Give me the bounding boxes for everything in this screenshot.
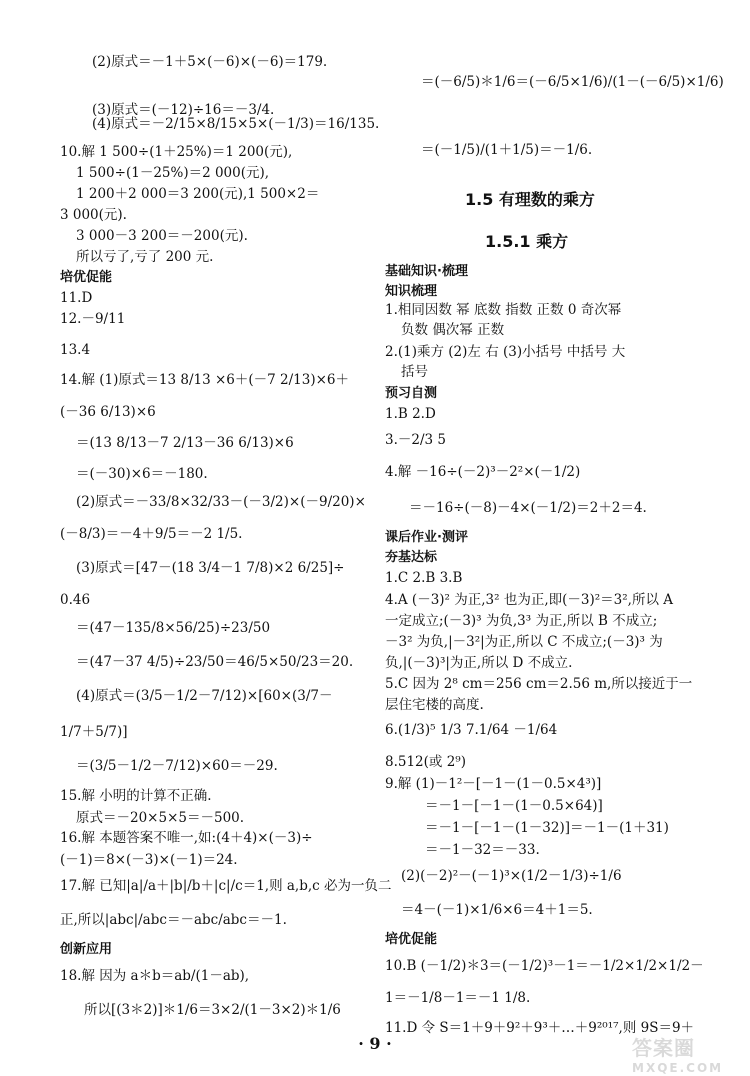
text-line: 3 000(元). (60, 207, 127, 223)
text-line: 正,所以|abc|/abc＝－abc/abc＝－1. (60, 912, 287, 928)
text-line: 18.解 因为 a＊b＝ab/(1－ab), (60, 968, 250, 984)
text-line: 一定成立;(－3)³ 为负,3³ 为正,所以 B 不成立; (385, 613, 658, 629)
text-line: 9.解 (1)－1²－[－1－(1－0.5×4³)] (385, 776, 602, 792)
text-line: (3)原式＝(－12)÷16＝－3/4. (92, 102, 275, 118)
text-line: 0.46 (60, 592, 91, 608)
text-line: 16.解 本题答案不唯一,如:(4＋4)×(－3)÷ (60, 830, 313, 846)
text-line: 所以[(3＊2)]＊1/6＝3×2/(1－3×2)＊1/6 (84, 1002, 341, 1018)
text-line: (2)原式＝－1＋5×(－6)×(－6)＝179. (92, 54, 328, 70)
text-line: 4.A (－3)² 为正,3² 也为正,即(－3)²＝3²,所以 A (385, 592, 673, 608)
text-line: ＝－1－[－1－(1－0.5×64)] (425, 798, 603, 814)
text-line: ＝(－6/5)＊1/6＝(－6/5×1/6)/(1－(－6/5)×1/6) (421, 74, 724, 90)
section-heading: 知识梳理 (385, 284, 438, 299)
text-line: ＝(3/5－1/2－7/12)×60＝－29. (76, 758, 278, 774)
text-line: ＝(－30)×6＝－180. (76, 466, 208, 482)
text-line: 15.解 小明的计算不正确. (60, 788, 212, 804)
text-line: 11.D 令 S＝1＋9＋9²＋9³＋…＋9²⁰¹⁷,则 9S＝9＋ (385, 1020, 695, 1036)
section-heading: 培优促能 (385, 932, 438, 947)
text-line: 负,|(－3)³|为正,所以 D 不成立. (385, 655, 573, 671)
section-heading: 基础知识·梳理 (385, 264, 468, 279)
text-line: 1.B 2.D (385, 406, 436, 422)
text-line: 13.4 (60, 342, 91, 358)
watermark-text: 答案圈 (632, 1036, 695, 1060)
text-line: ＝－1－[－1－(1－32)]＝－1－(1＋31) (425, 820, 669, 836)
section-heading: 夯基达标 (385, 550, 438, 565)
text-line: 1.相同因数 幂 底数 指数 正数 0 奇次幂 (385, 302, 622, 318)
text-line: －3² 为负,|－3²|为正,所以 C 不成立;(－3)³ 为 (385, 634, 663, 650)
text-line: (2)(－2)²－(－1)³×(1/2－1/3)÷1/6 (401, 868, 622, 884)
text-line: (3)原式＝[47－(18 3/4－1 7/8)×2 6/25]÷ (76, 560, 345, 576)
text-line: 14.解 (1)原式＝13 8/13 ×6＋(－7 2/13)×6＋ (60, 372, 349, 388)
text-line: (－1)＝8×(－3)×(－1)＝24. (60, 852, 238, 868)
section-heading: 课后作业·测评 (385, 530, 468, 545)
text-line: 12.－9/11 (60, 311, 126, 327)
text-line: ＝－16÷(－8)－4×(－1/2)＝2＋2＝4. (409, 500, 647, 516)
text-line: ＝(47－135/8×56/25)÷23/50 (76, 620, 271, 636)
text-line: ＝－1－32＝－33. (425, 842, 540, 858)
text-line: 3 000－3 200＝－200(元). (76, 228, 248, 244)
text-line: 3.－2/3 5 (385, 432, 446, 448)
watermark-url: MXQE.COM (632, 1061, 724, 1075)
text-line: 10.解 1 500÷(1＋25%)＝1 200(元), (60, 144, 293, 160)
text-line: 4.解 －16÷(－2)³－2²×(－1/2) (385, 464, 581, 480)
text-line: 所以亏了,亏了 200 元. (76, 249, 214, 265)
text-line: (4)原式＝－2/15×8/15×5×(－1/3)＝16/135. (92, 116, 380, 132)
text-line: 5.C 因为 2⁸ cm＝256 cm＝2.56 m,所以接近于一 (385, 676, 693, 692)
text-line: 原式＝－20×5×5＝－500. (76, 810, 245, 826)
section-title: 1.5 有理数的乘方 (465, 190, 595, 209)
section-heading: 预习自测 (385, 386, 438, 401)
watermark-logo (632, 1032, 742, 1075)
text-line: ＝(47－37 4/5)÷23/50＝46/5×50/23＝20. (76, 654, 354, 670)
text-line: (－36 6/13)×6 (60, 404, 156, 420)
text-line: ＝(－1/5)/(1＋1/5)＝－1/6. (421, 142, 593, 158)
section-title: 1.5.1 乘方 (485, 232, 569, 251)
text-line: 1 500÷(1－25%)＝2 000(元), (76, 165, 270, 181)
text-line: 1 200＋2 000＝3 200(元),1 500×2＝ (76, 186, 320, 202)
text-line: 层住宅楼的高度. (385, 697, 484, 713)
text-line: (－8/3)＝－4＋9/5＝－2 1/5. (60, 526, 243, 542)
text-line: 括号 (401, 364, 428, 380)
text-line: ＝4－(－1)×1/6×6＝4＋1＝5. (401, 902, 593, 918)
text-line: (4)原式＝(3/5－1/2－7/12)×[60×(3/7－ (76, 688, 333, 704)
text-line: 1＝－1/8－1＝－1 1/8. (385, 990, 531, 1006)
text-line: 10.B (－1/2)＊3＝(－1/2)³－1＝－1/2×1/2×1/2－ (385, 958, 704, 974)
text-line: (2)原式＝－33/8×32/33－(－3/2)×(－9/20)× (76, 494, 366, 510)
text-line: 负数 偶次幂 正数 (401, 322, 505, 338)
section-heading: 培优促能 (60, 270, 113, 285)
text-line: 1.C 2.B 3.B (385, 570, 463, 586)
text-line: 6.(1/3)⁵ 1/3 7.1/64 －1/64 (385, 722, 558, 738)
text-line: 1/7＋5/7)] (60, 724, 128, 740)
section-heading: 创新应用 (60, 942, 113, 957)
page-number: · 9 · (358, 1034, 392, 1053)
text-line: 2.(1)乘方 (2)左 右 (3)小括号 中括号 大 (385, 344, 626, 360)
text-line: 11.D (60, 290, 93, 306)
text-line: ＝(13 8/13－7 2/13－36 6/13)×6 (76, 435, 294, 451)
text-line: 8.512(或 2⁹) (385, 754, 466, 770)
text-line: 17.解 已知|a|/a＋|b|/b＋|c|/c＝1,则 a,b,c 必为一负二 (60, 878, 392, 894)
